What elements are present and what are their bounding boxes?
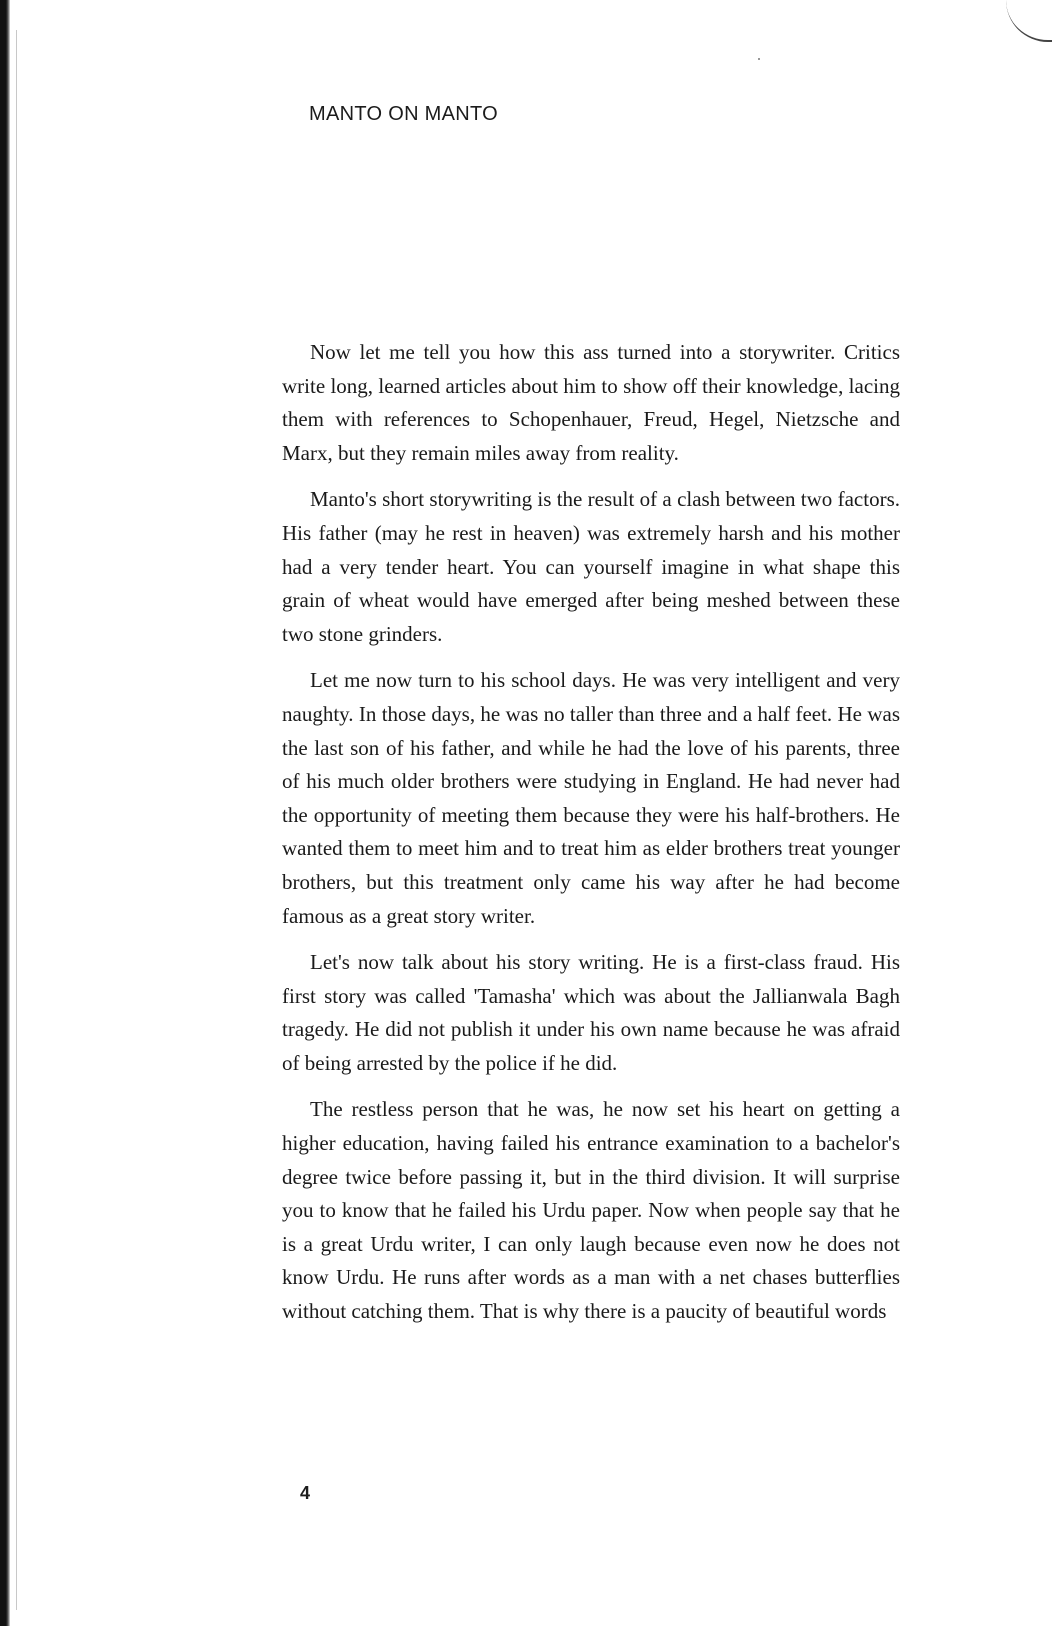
- page-fold-line: [16, 30, 17, 1610]
- running-head: MANTO ON MANTO: [309, 103, 499, 125]
- paragraph-5: The restless person that he was, he now set his heart on getting a higher education, having failed his entrance examination to a bachelor's degree twice before passing it, but in the third division. It will surprise you to know that he failed his Urdu paper. Now when people say that he is a great Urdu writer, I can only laugh because even now he does not know Urdu. He runs after words as a man with a net chases butterflies without catching them. That is why there is a paucity of beautiful words: [282, 1097, 900, 1324]
- paragraph-3: Let me now turn to his school days. He was very intelligent and very naughty. In those days, he was no taller than three and a half feet. He was the last son of his father, and while he had the love of his parents, three of his much older brothers were studying in England. He had never had the opportunity of meeting them because they were his half-brothers. He wanted them to meet him and to treat him as elder brothers treat younger brothers, but this treatment only came his way after he had become famous as a great story writer.: [282, 668, 900, 928]
- scanned-page-edge: [0, 0, 10, 1626]
- paragraph-2: Manto's short storywriting is the result of a clash between two factors. His father (may he rest in heaven) was extremely harsh and his mother had a very tender heart. You can yourself imagine in what shape this grain of wheat would have emerged after being meshed between these two stone grinders.: [282, 487, 900, 646]
- page-number: 4: [300, 1483, 311, 1503]
- page-corner-curl: [1006, 0, 1052, 42]
- body-text: [282, 336, 900, 1342]
- scan-speck: [758, 58, 760, 60]
- paragraph-1: Now let me tell you how this ass turned into a storywriter. Critics write long, learned articles about him to show off their knowledge, lacing them with references to Schopenhauer, Freud, Hegel, Nietzsche and Marx, but they remain miles away from reality.: [282, 340, 900, 465]
- paragraph-4: Let's now talk about his story writing. He is a first-class fraud. His first story was called 'Tamasha' which was about the Jallianwala Bagh tragedy. He did not publish it under his own name because he was afraid of being arrested by the police if he did.: [282, 950, 900, 1075]
